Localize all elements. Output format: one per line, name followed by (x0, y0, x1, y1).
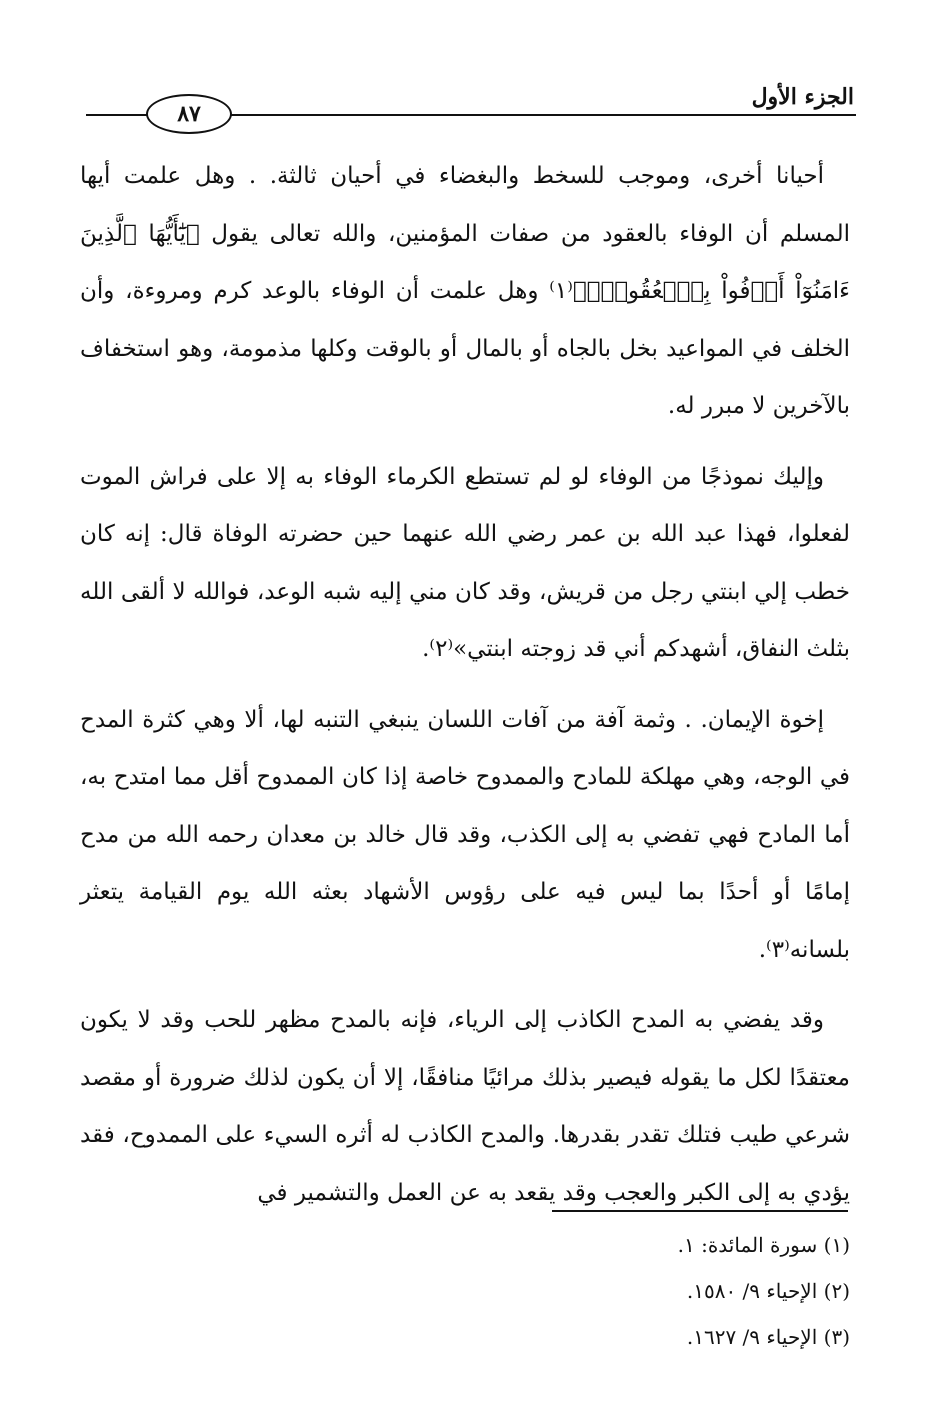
running-title: الجزء الأول (751, 84, 854, 110)
footnote-separator (552, 1210, 848, 1212)
paragraph-4: وقد يفضي به المدح الكاذب إلى الرياء، فإنه بالمدح مظهر للحب وقد لا يكون معتقدًا لكل ما يقوله فيصير بذلك مرائيًا منافقًا، إلا أن يكون لذلك ضرورة أو مقصد شرعي طيب فتلك تقدر بقدرها. والمدح الكاذب له أثره السيء على الممدوح، فقد يؤدي به إلى الكبر والعجب وقد يقعد به عن العمل والتشمير في (80, 1007, 850, 1206)
paragraph-3: إخوة الإيمان. . وثمة آفة من آفات اللسان ينبغي التنبه لها، ألا وهي كثرة المدح في الوجه، وهي مهلكة للمادح والممدوح خاصة إذا كان الممدوح أقل مما امتدح به، أما المادح فهي تفضي به إلى الكذب، وقد قال خالد بن معدان رحمه الله من مدح إمامًا أو أحدًا بما ليس فيه على رؤوس الأشهاد بعثه الله يوم القيامة يتعثر بلسانه⁽٣⁾. (80, 706, 850, 963)
page-number: ٨٧ (146, 94, 232, 134)
footnotes (430, 1222, 850, 1360)
footnote-2: (٢) الإحياء ٩/ ١٥٨٠. (686, 1279, 850, 1303)
footnote-3: (٣) الإحياء ٩/ ١٦٢٧. (686, 1325, 850, 1349)
body-text (80, 148, 850, 1235)
page-header (82, 78, 858, 128)
footnote-1: (١) سورة المائدة: ١. (677, 1233, 850, 1257)
paragraph-2: وإليك نموذجًا من الوفاء لو لم تستطع الكرماء الوفاء به إلا على فراش الموت لفعلوا، فهذا عبد الله بن عمر رضي الله عنهما حين حضرته الوفاة قال: إنه كان خطب إلي ابنتي رجل من قريش، وقد كان مني إليه شبه الوعد، فوالله لا ألقى الله بثلث النفاق، أشهدكم أني قد زوجته ابنتي»⁽٢⁾. (80, 463, 850, 662)
paragraph-1: أحيانا أخرى، وموجب للسخط والبغضاء في أحيان ثالثة. . وهل علمت أيها المسلم أن الوفاء بالعقود من صفات المؤمنين، والله تعالى يقول ﴿يَٰٓأَيُّهَا ٱلَّذِينَ ءَامَنُوٓاْ أَوۡفُواْ بِٱلۡعُقُودِۚ﴾⁽١⁾ وهل علمت أن الوفاء بالوعد كرم ومروءة، وأن الخلف في المواعيد بخل بالجاه أو بالمال أو بالوقت وكلها مذمومة، وهو استخفاف بالآخرين لا مبرر له. (80, 163, 851, 419)
